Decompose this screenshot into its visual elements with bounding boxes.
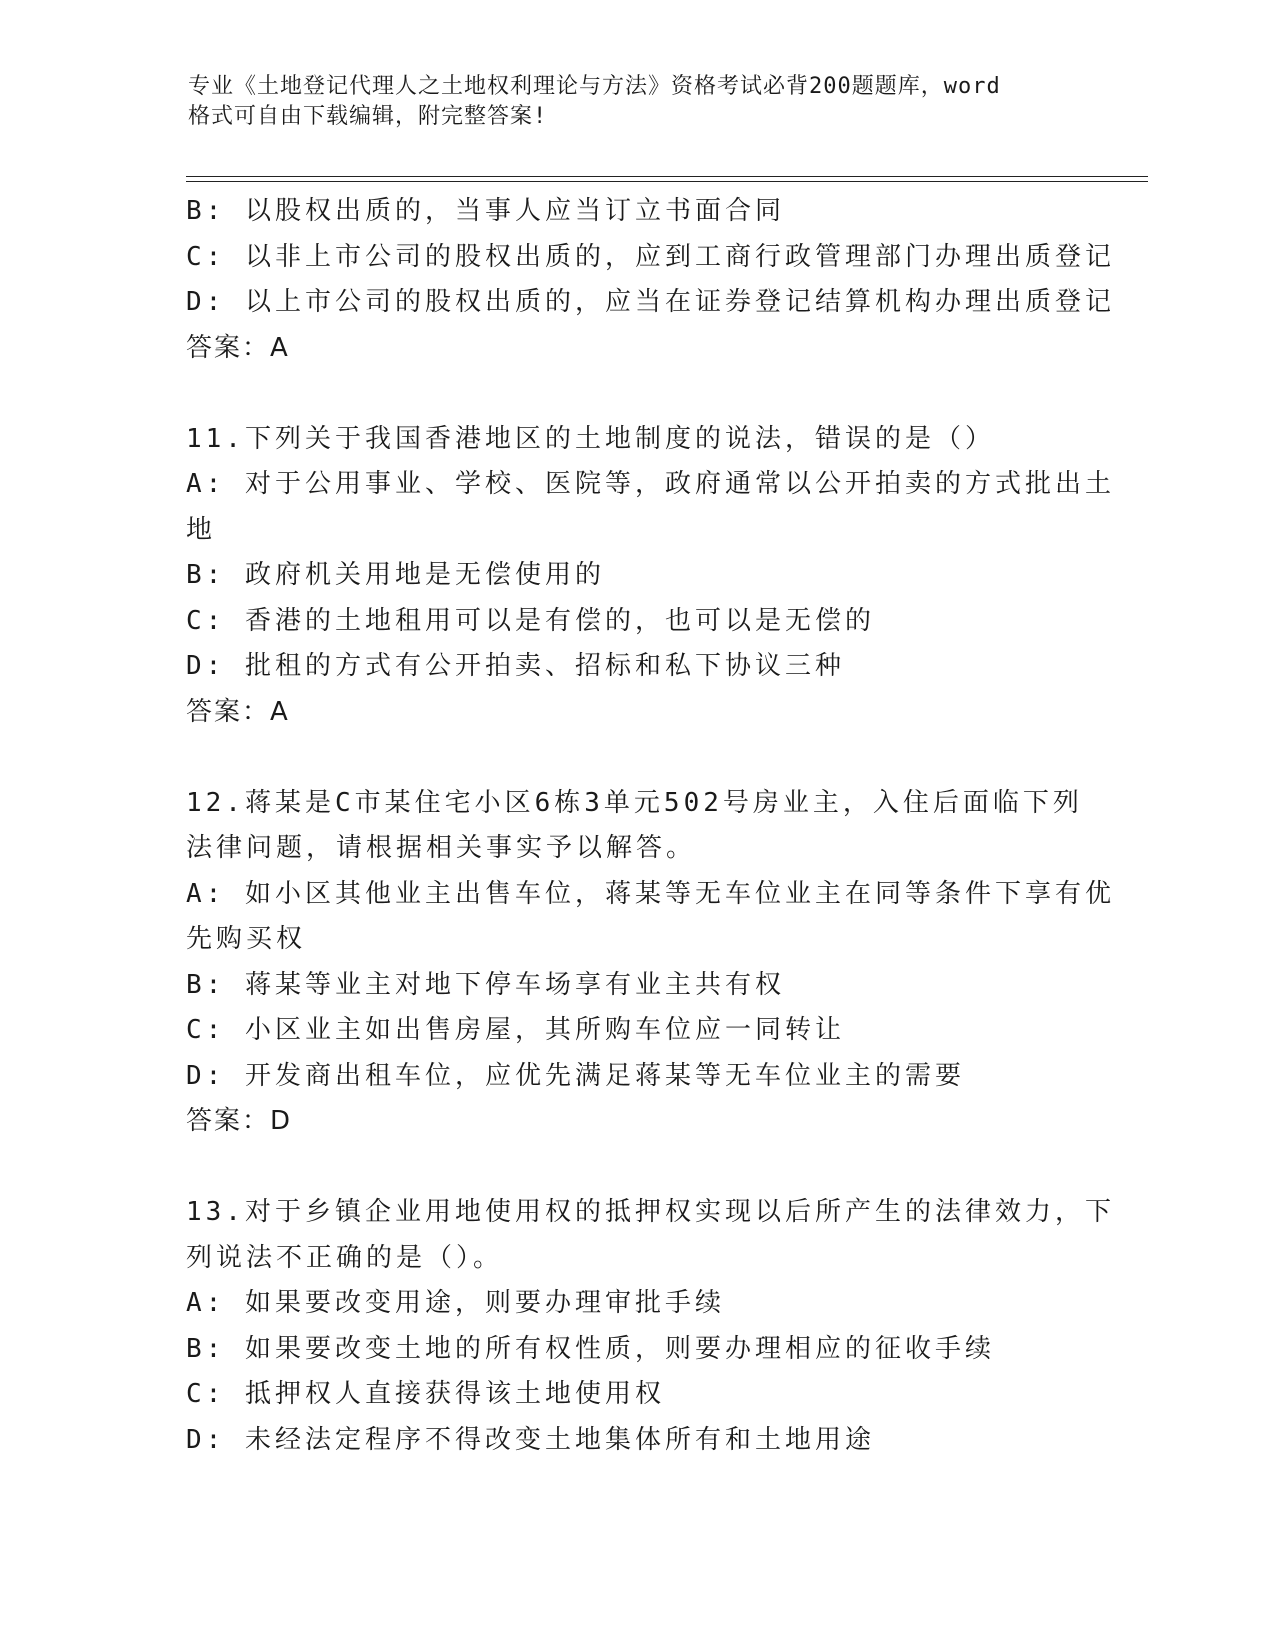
previous-question (186, 189, 1115, 371)
option-b: B: 如果要改变土地的所有权性质，则要办理相应的征收手续 (186, 1333, 995, 1364)
header-divider-bottom (186, 181, 1148, 182)
spacer (186, 735, 1086, 781)
question-stem: 12.蒋某是C市某住宅小区6栋3单元502号房业主，入住后面临下列 (186, 787, 1083, 818)
option-a-continued: 先购买权 (186, 924, 307, 954)
option-a: A: 如小区其他业主出售车位，蒋某等无车位业主在同等条件下享有优 (186, 878, 1115, 909)
option-a-continued: 地 (186, 514, 217, 545)
question-13 (186, 1190, 1115, 1463)
option-a: A: 如果要改变用途，则要办理审批手续 (186, 1288, 725, 1318)
header-title-line-2: 格式可自由下载编辑，附完整答案! (188, 104, 548, 129)
option-c: C: 抵押权人直接获得该土地使用权 (186, 1379, 665, 1409)
answer-line: 答案：A (186, 696, 290, 727)
option-d: D: 以上市公司的股权出质的，应当在证券登记结算机构办理出质登记 (186, 287, 1115, 317)
question-11 (186, 417, 1115, 736)
question-content (186, 189, 1115, 1463)
document-header (188, 72, 1068, 132)
option-c: C: 香港的土地租用可以是有偿的，也可以是无偿的 (186, 605, 875, 636)
option-d: D: 批租的方式有公开拍卖、招标和私下协议三种 (186, 651, 845, 681)
question-12 (186, 781, 1115, 1145)
answer-line: 答案：A (186, 332, 290, 363)
option-d: D: 开发商出租车位，应优先满足蒋某等无车位业主的需要 (186, 1060, 965, 1091)
option-c: C: 小区业主如出售房屋，其所购车位应一同转让 (186, 1015, 845, 1045)
question-stem-continued: 法律问题，请根据相关事实予以解答。 (186, 833, 697, 863)
question-stem-continued: 列说法不正确的是（）。 (186, 1242, 504, 1273)
option-a: A: 对于公用事业、学校、医院等，政府通常以公开拍卖的方式批出土 (186, 469, 1115, 499)
spacer (186, 1145, 1086, 1191)
option-b: B: 以股权出质的，当事人应当订立书面合同 (186, 196, 785, 226)
answer-line: 答案：D (186, 1106, 293, 1136)
option-b: B: 蒋某等业主对地下停车场享有业主共有权 (186, 969, 785, 1000)
option-b: B: 政府机关用地是无偿使用的 (186, 560, 605, 590)
question-stem: 11.下列关于我国香港地区的土地制度的说法，错误的是（） (186, 423, 995, 454)
header-title-line-1: 专业《土地登记代理人之土地权利理论与方法》资格考试必背200题题库，word (188, 74, 1001, 99)
question-stem: 13.对于乡镇企业用地使用权的抵押权实现以后所产生的法律效力，下 (186, 1197, 1115, 1227)
option-c: C: 以非上市公司的股权出质的，应到工商行政管理部门办理出质登记 (186, 241, 1115, 272)
header-divider-top (186, 176, 1148, 177)
option-d: D: 未经法定程序不得改变土地集体所有和土地用途 (186, 1424, 875, 1455)
spacer (186, 371, 1086, 417)
